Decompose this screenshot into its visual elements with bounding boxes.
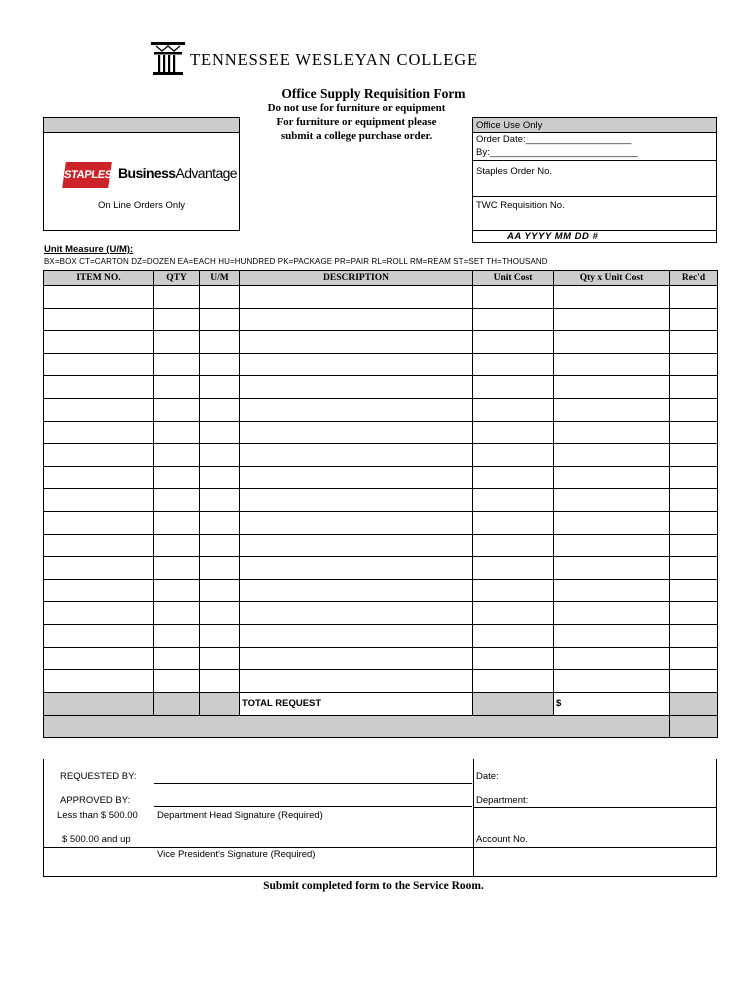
extended-cost-cell[interactable] — [554, 579, 670, 602]
unit-cost-cell[interactable] — [473, 421, 554, 444]
received-cell[interactable] — [670, 489, 718, 512]
qty-cell[interactable] — [154, 557, 200, 580]
qty-cell[interactable] — [154, 602, 200, 625]
table-row — [44, 534, 718, 557]
column-header-extended-cost: Qty x Unit Cost — [554, 271, 670, 286]
qty-cell[interactable] — [154, 421, 200, 444]
office-divider-2 — [473, 196, 716, 197]
table-row — [44, 376, 718, 399]
item-no-cell[interactable] — [44, 398, 154, 421]
unit-cost-cell[interactable] — [473, 398, 554, 421]
qty-cell[interactable] — [154, 444, 200, 467]
description-cell[interactable] — [240, 647, 473, 670]
received-cell[interactable] — [670, 670, 718, 693]
sig-bottom-divider — [44, 847, 717, 848]
received-cell[interactable] — [670, 331, 718, 354]
um-cell[interactable] — [200, 534, 240, 557]
description-cell[interactable] — [240, 624, 473, 647]
table-row — [44, 579, 718, 602]
description-cell[interactable] — [240, 444, 473, 467]
description-cell[interactable] — [240, 308, 473, 331]
extended-cost-cell[interactable] — [554, 466, 670, 489]
sig-right-divider — [473, 807, 717, 808]
table-row — [44, 670, 718, 693]
total-blank-cell — [473, 692, 554, 715]
description-cell[interactable] — [240, 511, 473, 534]
total-blank-cell — [44, 692, 154, 715]
um-cell[interactable] — [200, 466, 240, 489]
items-table — [43, 270, 718, 738]
um-cell[interactable] — [200, 353, 240, 376]
item-no-cell[interactable] — [44, 579, 154, 602]
item-no-cell[interactable] — [44, 624, 154, 647]
signature-box — [43, 759, 717, 877]
college-name: TENNESSEE WESLEYAN COLLEGE — [190, 50, 478, 69]
received-cell[interactable] — [670, 353, 718, 376]
received-cell[interactable] — [670, 511, 718, 534]
item-no-cell[interactable] — [44, 534, 154, 557]
qty-cell[interactable] — [154, 286, 200, 309]
description-cell[interactable] — [240, 286, 473, 309]
qty-cell[interactable] — [154, 511, 200, 534]
shaded-band — [44, 715, 670, 737]
table-row — [44, 353, 718, 376]
um-cell[interactable] — [200, 331, 240, 354]
unit-cost-cell[interactable] — [473, 557, 554, 580]
warning-line-2: For furniture or equipment please — [276, 116, 437, 128]
column-header-description: DESCRIPTION — [240, 271, 473, 286]
less-than-label: Less than $ 500.00 — [57, 810, 138, 821]
extended-cost-cell[interactable] — [554, 353, 670, 376]
unit-cost-cell[interactable] — [473, 308, 554, 331]
unit-cost-cell[interactable] — [473, 624, 554, 647]
warning-line-3: submit a college purchase order. — [280, 130, 433, 142]
column-header-received: Rec'd — [670, 271, 718, 286]
unit-cost-cell[interactable] — [473, 489, 554, 512]
office-divider-1 — [473, 160, 716, 161]
extended-cost-cell[interactable] — [554, 670, 670, 693]
table-row — [44, 489, 718, 512]
extended-cost-cell[interactable] — [554, 444, 670, 467]
description-cell[interactable] — [240, 331, 473, 354]
column-header-unit-cost: Unit Cost — [473, 271, 554, 286]
extended-cost-cell[interactable] — [554, 647, 670, 670]
item-no-cell[interactable] — [44, 647, 154, 670]
received-cell[interactable] — [670, 534, 718, 557]
unit-cost-cell[interactable] — [473, 511, 554, 534]
description-cell[interactable] — [240, 421, 473, 444]
department-field[interactable]: Department: — [476, 795, 529, 806]
office-use-box — [472, 117, 717, 243]
qty-cell[interactable] — [154, 624, 200, 647]
description-cell[interactable] — [240, 602, 473, 625]
description-cell[interactable] — [240, 557, 473, 580]
table-row — [44, 647, 718, 670]
unit-cost-cell[interactable] — [473, 670, 554, 693]
description-cell[interactable] — [240, 534, 473, 557]
account-no-field[interactable]: Account No. — [476, 834, 528, 845]
requested-by-line[interactable] — [154, 783, 472, 784]
extended-cost-cell[interactable] — [554, 398, 670, 421]
total-blank-cell — [670, 692, 718, 715]
received-cell[interactable] — [670, 602, 718, 625]
received-cell[interactable] — [670, 376, 718, 399]
unit-cost-cell[interactable] — [473, 466, 554, 489]
extended-cost-cell[interactable] — [554, 421, 670, 444]
um-cell[interactable] — [200, 557, 240, 580]
um-cell[interactable] — [200, 511, 240, 534]
shaded-band-row — [44, 715, 718, 737]
item-no-cell[interactable] — [44, 331, 154, 354]
qty-cell[interactable] — [154, 670, 200, 693]
qty-cell[interactable] — [154, 331, 200, 354]
description-cell[interactable] — [240, 398, 473, 421]
received-cell[interactable] — [670, 557, 718, 580]
description-cell[interactable] — [240, 579, 473, 602]
items-body — [44, 286, 718, 693]
and-up-label: $ 500.00 and up — [62, 834, 131, 845]
table-row — [44, 444, 718, 467]
item-no-cell[interactable] — [44, 286, 154, 309]
received-cell[interactable] — [670, 647, 718, 670]
um-cell[interactable] — [200, 647, 240, 670]
office-use-title: Office Use Only — [473, 118, 716, 133]
warning-line-1: Do not use for furniture or equipment — [267, 102, 446, 114]
staples-box — [43, 117, 240, 231]
column-header-qty: QTY — [154, 271, 200, 286]
table-row — [44, 421, 718, 444]
total-request-label: TOTAL REQUEST — [240, 692, 473, 715]
qty-cell[interactable] — [154, 466, 200, 489]
staples-logo: STAPLES — [62, 162, 112, 188]
qty-cell[interactable] — [154, 534, 200, 557]
column-header-um: U/M — [200, 271, 240, 286]
unit-cost-cell[interactable] — [473, 376, 554, 399]
extended-cost-cell[interactable] — [554, 557, 670, 580]
online-orders-note: On Line Orders Only — [97, 200, 186, 211]
qty-cell[interactable] — [154, 353, 200, 376]
brand-bold: Business — [118, 165, 176, 181]
twc-requisition-field[interactable]: TWC Requisition No. — [476, 200, 565, 211]
table-row — [44, 624, 718, 647]
qty-cell[interactable] — [154, 489, 200, 512]
description-cell[interactable] — [240, 353, 473, 376]
unit-measure-codes: BX=BOX CT=CARTON DZ=DOZEN EA=EACH HU=HUNDRED PK=PACKAGE PR=PAIR RL=ROLL RM=REAM ST=SET TH=THOUSAND — [44, 257, 548, 266]
um-cell[interactable] — [200, 308, 240, 331]
table-row — [44, 557, 718, 580]
dept-head-signature-label: Department Head Signature (Required) — [157, 810, 323, 821]
received-cell[interactable] — [670, 398, 718, 421]
item-no-cell[interactable] — [44, 557, 154, 580]
total-amount-field[interactable]: $ — [554, 692, 670, 715]
approved-by-label: APPROVED BY: — [60, 795, 131, 806]
table-row — [44, 602, 718, 625]
submit-note: Submit completed form to the Service Room. — [263, 880, 484, 892]
qty-cell[interactable] — [154, 579, 200, 602]
extended-cost-cell[interactable] — [554, 308, 670, 331]
qty-cell[interactable] — [154, 398, 200, 421]
um-cell[interactable] — [200, 579, 240, 602]
staples-order-field[interactable]: Staples Order No. — [476, 166, 553, 177]
table-row — [44, 466, 718, 489]
form-title: Office Supply Requisition Form — [281, 86, 466, 101]
received-cell[interactable] — [670, 624, 718, 647]
unit-cost-cell[interactable] — [473, 353, 554, 376]
table-row — [44, 398, 718, 421]
vp-signature-label: Vice President's Signature (Required) — [157, 849, 316, 860]
extended-cost-cell[interactable] — [554, 331, 670, 354]
item-no-cell[interactable] — [44, 421, 154, 444]
table-row — [44, 286, 718, 309]
extended-cost-cell[interactable] — [554, 602, 670, 625]
requested-by-label: REQUESTED BY: — [60, 771, 137, 782]
business-advantage-logo — [118, 165, 237, 181]
brand-regular: Advantage — [175, 165, 237, 181]
description-cell[interactable] — [240, 466, 473, 489]
date-field[interactable]: Date: — [476, 771, 499, 782]
item-no-cell[interactable] — [44, 466, 154, 489]
total-row — [44, 692, 718, 715]
extended-cost-cell[interactable] — [554, 489, 670, 512]
um-cell[interactable] — [200, 376, 240, 399]
um-cell[interactable] — [200, 421, 240, 444]
um-cell[interactable] — [200, 444, 240, 467]
received-cell[interactable] — [670, 579, 718, 602]
um-cell[interactable] — [200, 489, 240, 512]
received-cell[interactable] — [670, 308, 718, 331]
received-cell[interactable] — [670, 286, 718, 309]
shaded-band-end — [670, 715, 718, 737]
um-cell[interactable] — [200, 624, 240, 647]
requisition-format-hint: AA YYYY MM DD # — [507, 231, 599, 242]
item-no-cell[interactable] — [44, 670, 154, 693]
item-no-cell[interactable] — [44, 511, 154, 534]
table-row — [44, 308, 718, 331]
dept-head-signature-line[interactable] — [154, 806, 472, 807]
unit-cost-cell[interactable] — [473, 444, 554, 467]
description-cell[interactable] — [240, 489, 473, 512]
total-blank-cell — [154, 692, 200, 715]
by-field[interactable]: By:____________________________ — [476, 147, 638, 158]
received-cell[interactable] — [670, 421, 718, 444]
extended-cost-cell[interactable] — [554, 286, 670, 309]
um-cell[interactable] — [200, 602, 240, 625]
description-cell[interactable] — [240, 670, 473, 693]
table-header-row — [44, 271, 718, 286]
unit-cost-cell[interactable] — [473, 579, 554, 602]
unit-cost-cell[interactable] — [473, 647, 554, 670]
item-no-cell[interactable] — [44, 376, 154, 399]
unit-measure-title: Unit Measure (U/M): — [44, 244, 134, 255]
sig-vertical-divider — [473, 759, 474, 876]
item-no-cell[interactable] — [44, 444, 154, 467]
unit-cost-cell[interactable] — [473, 286, 554, 309]
description-cell[interactable] — [240, 376, 473, 399]
um-cell[interactable] — [200, 286, 240, 309]
total-blank-cell — [200, 692, 240, 715]
unit-cost-cell[interactable] — [473, 534, 554, 557]
extended-cost-cell[interactable] — [554, 511, 670, 534]
order-date-field[interactable]: Order Date:____________________ — [476, 134, 632, 145]
extended-cost-cell[interactable] — [554, 376, 670, 399]
received-cell[interactable] — [670, 444, 718, 467]
qty-cell[interactable] — [154, 647, 200, 670]
um-cell[interactable] — [200, 398, 240, 421]
qty-cell[interactable] — [154, 376, 200, 399]
received-cell[interactable] — [670, 466, 718, 489]
item-no-cell[interactable] — [44, 308, 154, 331]
extended-cost-cell[interactable] — [554, 534, 670, 557]
unit-cost-cell[interactable] — [473, 602, 554, 625]
qty-cell[interactable] — [154, 308, 200, 331]
staples-box-header-bar — [44, 118, 239, 133]
column-header-item-no: ITEM NO. — [44, 271, 154, 286]
unit-cost-cell[interactable] — [473, 331, 554, 354]
table-row — [44, 331, 718, 354]
extended-cost-cell[interactable] — [554, 624, 670, 647]
college-logo-icon — [150, 40, 186, 76]
item-no-cell[interactable] — [44, 602, 154, 625]
item-no-cell[interactable] — [44, 489, 154, 512]
table-row — [44, 511, 718, 534]
item-no-cell[interactable] — [44, 353, 154, 376]
um-cell[interactable] — [200, 670, 240, 693]
